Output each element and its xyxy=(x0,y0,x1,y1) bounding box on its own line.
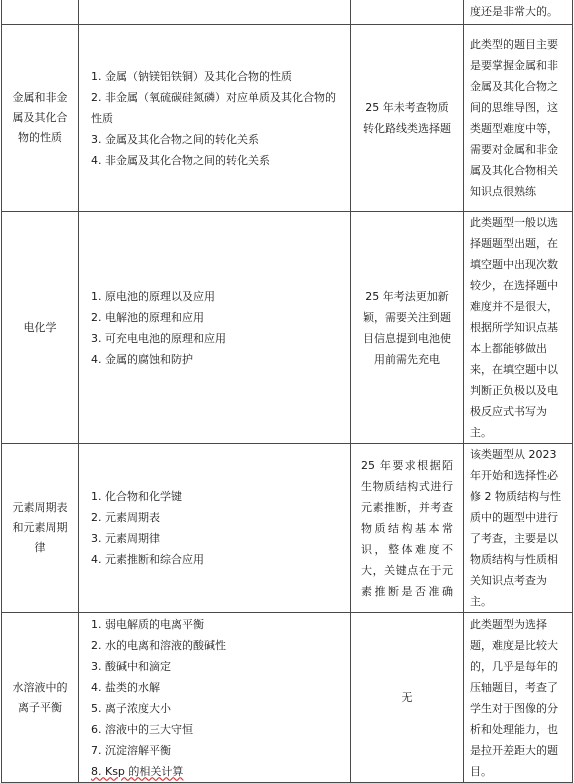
topic-cell: 水溶液中的离子平衡 xyxy=(2,613,79,783)
knowledge-point: 3. 酸碱中和滴定 xyxy=(91,659,171,673)
exam-analysis-table xyxy=(1,0,573,783)
topic-cell: 元素周期表和元素周期律 xyxy=(2,444,79,613)
note-cell: 度还是非常大的。 xyxy=(464,0,573,25)
points-cell xyxy=(79,212,351,444)
trend-cell: 25 年未考查物质转化路线类选择题 xyxy=(351,25,464,212)
knowledge-point: 1. 原电池的原理以及应用 xyxy=(91,289,215,303)
topic-cell xyxy=(2,0,79,25)
knowledge-point: 4. 金属的腐蚀和防护 xyxy=(91,352,193,366)
table-row xyxy=(2,25,573,212)
points-cell xyxy=(79,444,351,613)
topic-cell: 电化学 xyxy=(2,212,79,444)
note-cell: 此类题型一般以选择题题型出题，在填空题中出现次数较少，在选择题中难度并不是很大，根据所学知识点基本上都能够做出来，在填空题中以判断正负极以及电极反应式书写为主。 xyxy=(464,212,573,444)
points-cell xyxy=(79,0,351,25)
table-row xyxy=(2,212,573,444)
note-cell: 此类型的题目主要是要掌握金属和非金属及其化合物之间的思维导图，这类题型难度中等，需要对金属和非金属及其化合物相关知识点很熟练 xyxy=(464,25,573,212)
knowledge-point: 2. 电解池的原理和应用 xyxy=(91,310,204,324)
trend-cell: 无 xyxy=(351,613,464,783)
table-row xyxy=(2,613,573,783)
knowledge-point: 4. 元素推断和综合应用 xyxy=(91,553,204,566)
topic-cell: 金属和非金属及其化合物的性质 xyxy=(2,25,79,212)
points-cell xyxy=(79,25,351,212)
knowledge-point: 5. 离子浓度大小 xyxy=(91,701,171,715)
knowledge-point: 1. 弱电解质的电离平衡 xyxy=(91,617,204,631)
knowledge-point: 3. 金属及其化合物之间的转化关系 xyxy=(91,132,259,146)
knowledge-point: 2. 元素周期表 xyxy=(91,511,160,524)
trend-cell: 25 年要求根据陌生物质结构式进行元素推断，并考查物质结构基本常识，整体难度不大，关键点在于元素推断是否准确 xyxy=(351,444,464,613)
trend-cell xyxy=(351,0,464,25)
knowledge-point: 3. 元素周期律 xyxy=(91,532,160,545)
knowledge-point: 6. 溶液中的三大守恒 xyxy=(91,722,193,736)
knowledge-point: 8. Ksp 的相关计算 xyxy=(91,764,184,778)
knowledge-point: 3. 可充电电池的原理和应用 xyxy=(91,331,226,345)
knowledge-point: 4. 非金属及其化合物之间的转化关系 xyxy=(91,153,270,167)
knowledge-point: 2. 非金属（氧硫碳硅氮磷）对应单质及其化合物的性质 xyxy=(91,90,336,125)
note-cell: 此类题型为选择题，难度是比较大的，几乎是每年的压轴题目，考查了学生对于图像的分析和处理能力，也是拉开差距大的题目。 xyxy=(464,613,573,783)
knowledge-point: 7. 沉淀溶解平衡 xyxy=(91,743,171,757)
knowledge-point: 4. 盐类的水解 xyxy=(91,680,160,694)
note-cell: 该类题型从 2023 年开始和选择性必修 2 物质结构与性质中的题型中进行了考查，主要是以物质结构与性质相关知识点考查为主。 xyxy=(464,444,573,613)
table-row xyxy=(2,0,573,25)
knowledge-point: 2. 水的电离和溶液的酸碱性 xyxy=(91,638,226,652)
knowledge-point: 1. 化合物和化学键 xyxy=(91,490,182,503)
knowledge-point: 1. 金属（钠镁铝铁铜）及其化合物的性质 xyxy=(91,69,292,83)
trend-cell: 25 年考法更加新颖，需要关注到题目信息提到电池使用前需先充电 xyxy=(351,212,464,444)
points-cell xyxy=(79,613,351,783)
table-row xyxy=(2,444,573,613)
